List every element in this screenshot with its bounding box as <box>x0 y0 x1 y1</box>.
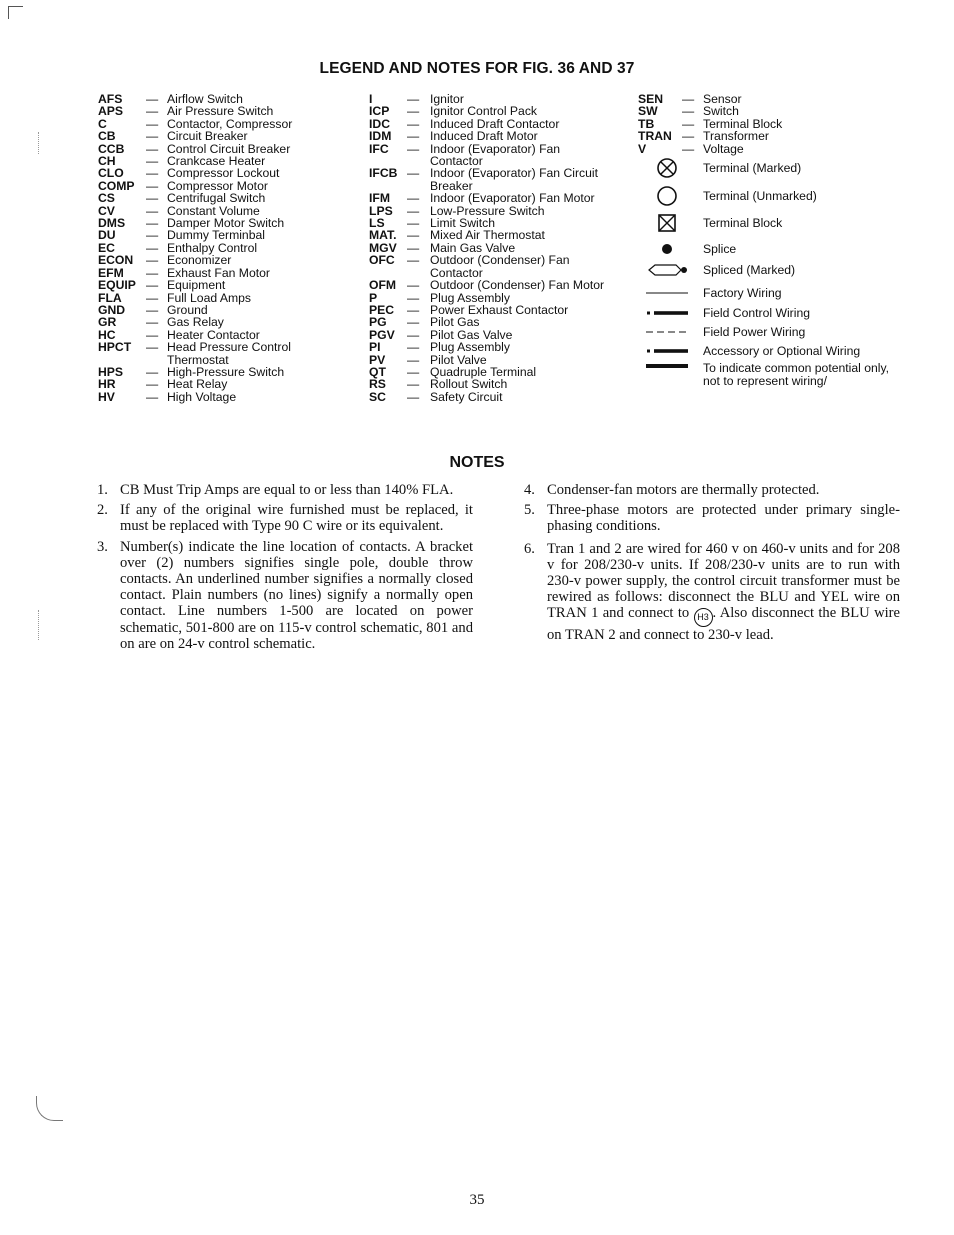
abbreviation-definition: Voltage <box>703 141 744 156</box>
abbreviation-definition: Limit Switch <box>430 216 496 231</box>
abbreviation-code: SEN <box>638 92 664 106</box>
dash-separator: — <box>407 253 420 268</box>
abbreviation-code: PV <box>369 352 386 367</box>
abbreviation-code: CH <box>98 154 116 169</box>
abbreviation-definition: Plug Assembly <box>430 340 510 355</box>
abbreviation-code: IDM <box>369 129 392 144</box>
abbreviation-column-3 <box>638 93 782 155</box>
page-number: 35 <box>469 1192 485 1208</box>
abbreviation-row <box>638 105 782 117</box>
dash-separator: — <box>146 389 159 404</box>
abbreviation-code: PI <box>369 340 381 355</box>
abbreviation-definition: Low-Pressure Switch <box>430 203 545 218</box>
abbreviation-code: LPS <box>369 203 393 218</box>
abbreviation-code: LS <box>369 216 385 231</box>
note-item <box>524 502 900 534</box>
field-control-wiring-line <box>644 303 690 323</box>
abbreviation-definition: Contactor <box>430 265 483 280</box>
abbreviation-row <box>369 279 604 291</box>
note-item <box>97 502 473 534</box>
note-text <box>547 541 900 644</box>
abbreviation-row <box>369 130 604 142</box>
abbreviation-code: GR <box>98 315 117 330</box>
abbreviation-definition: Control Circuit Breaker <box>167 141 291 156</box>
abbreviation-definition: Indoor (Evaporator) Fan Motor <box>430 191 595 206</box>
abbreviation-definition: Mixed Air Thermostat <box>430 228 545 243</box>
abbreviation-code: HPS <box>98 364 124 379</box>
common-potential-line <box>644 360 690 372</box>
note-text: Number(s) indicate the line location of contacts. A bracket over (2) numbers signifies single pole, double throw contacts. An underlined number signifies a normally closed contact. Plain numbers (no lines) signify a normally open contact. Line numbers 1-500 are located on power schematic, 501-800 are on 115-v control schematic, 801 and on are on 24-v control schematic. <box>120 538 473 652</box>
abbreviation-row <box>98 229 292 241</box>
note-text-part: Tran 1 and 2 are wired for 460 v on 460-v units and for 208 v for 208/230-v units. If 208/230-v units are to run with 230-v power supply, the control circuit transformer must be rewired as follows: disconnect the BLU and YEL wire on TRAN 1 and connect to <box>547 540 900 622</box>
dash-separator: — <box>146 141 159 156</box>
abbreviation-definition: Ignitor Control Pack <box>430 104 538 119</box>
abbreviation-code: EQUIP <box>98 278 136 293</box>
dash-separator: — <box>407 216 420 231</box>
abbreviation-definition: Constant Volume <box>167 203 260 218</box>
dash-separator: — <box>407 92 420 106</box>
abbreviation-code: EC <box>98 240 115 255</box>
abbreviation-definition: Main Gas Valve <box>430 240 516 255</box>
dash-separator: — <box>146 203 159 218</box>
abbreviation-code: OFM <box>369 278 397 293</box>
dash-separator: — <box>146 290 159 305</box>
abbreviation-row <box>98 105 292 117</box>
abbreviation-code: IFM <box>369 191 390 206</box>
dash-separator: — <box>407 104 420 119</box>
abbreviation-row <box>98 378 292 390</box>
abbreviation-definition: Dummy Terminbal <box>167 228 265 243</box>
abbreviation-row <box>98 279 292 291</box>
symbol-row <box>644 213 782 233</box>
abbreviation-row <box>369 304 604 316</box>
abbreviation-code: HPCT <box>98 340 132 355</box>
dash-separator: — <box>146 315 159 330</box>
abbreviation-definition: Ignitor <box>430 92 464 106</box>
terminal-block-icon <box>644 213 690 233</box>
note-item <box>524 541 900 644</box>
dash-separator: — <box>146 191 159 206</box>
dash-separator: — <box>407 203 420 218</box>
dash-separator: — <box>682 92 695 106</box>
symbol-label: Field Control Wiring <box>703 305 811 320</box>
abbreviation-definition: Contactor, Compressor <box>167 116 293 131</box>
abbreviation-code: I <box>369 92 373 106</box>
factory-wiring-line <box>644 283 690 303</box>
abbreviation-row <box>98 254 292 266</box>
symbol-label: Terminal (Unmarked) <box>703 188 817 203</box>
abbreviation-row <box>98 391 292 403</box>
dash-separator: — <box>146 228 159 243</box>
abbreviation-definition: Quadruple Terminal <box>430 364 537 379</box>
terminal-marked-icon <box>644 158 690 178</box>
dash-separator: — <box>146 253 159 268</box>
symbol-row <box>644 283 782 303</box>
dash-separator: — <box>407 278 420 293</box>
abbreviation-row <box>98 192 292 204</box>
abbreviation-code: PG <box>369 315 387 330</box>
abbreviation-code: CB <box>98 129 116 144</box>
dash-separator: — <box>682 141 695 156</box>
abbreviation-definition: Rollout Switch <box>430 377 508 392</box>
abbreviation-definition: Economizer <box>167 253 232 268</box>
dash-separator: — <box>407 315 420 330</box>
abbreviation-code: MGV <box>369 240 397 255</box>
abbreviation-definition: High-Pressure Switch <box>167 364 285 379</box>
abbreviation-column-2 <box>369 93 604 403</box>
abbreviation-definition: Air Pressure Switch <box>167 104 274 119</box>
note-number: 1. <box>97 482 108 498</box>
dash-separator: — <box>407 166 420 181</box>
abbreviation-row <box>369 143 604 155</box>
note-number: 2. <box>97 502 108 519</box>
dash-separator: — <box>682 129 695 144</box>
abbreviation-row <box>98 316 292 328</box>
abbreviation-definition: Equipment <box>167 278 226 293</box>
scan-artifact <box>38 610 47 640</box>
abbreviation-definition: Heater Contactor <box>167 327 260 342</box>
abbreviation-code: TB <box>638 116 655 131</box>
symbol-label: Accessory or Optional Wiring <box>703 343 861 358</box>
dash-separator: — <box>146 302 159 317</box>
dash-separator: — <box>407 228 420 243</box>
abbreviation-definition: Power Exhaust Contactor <box>430 302 569 317</box>
dash-separator: — <box>407 290 420 305</box>
abbreviation-code: OFC <box>369 253 395 268</box>
abbreviation-definition: Pilot Gas <box>430 315 480 330</box>
abbreviation-code: SC <box>369 389 386 404</box>
dash-separator: — <box>407 352 420 367</box>
dash-separator: — <box>407 191 420 206</box>
abbreviation-row <box>638 130 782 142</box>
dash-separator: — <box>407 377 420 392</box>
abbreviation-definition: Terminal Block <box>703 116 783 131</box>
abbreviation-definition: Crankcase Heater <box>167 154 266 169</box>
dash-separator: — <box>146 104 159 119</box>
abbreviation-row <box>369 167 604 179</box>
abbreviation-definition: Induced Draft Contactor <box>430 116 560 131</box>
symbol-row <box>644 322 805 342</box>
abbreviation-definition: Centrifugal Switch <box>167 191 266 206</box>
abbreviation-code: DMS <box>98 216 126 231</box>
dash-separator: — <box>407 364 420 379</box>
dash-separator: — <box>146 178 159 193</box>
abbreviation-row <box>98 167 292 179</box>
note-number: 4. <box>524 482 535 498</box>
abbreviation-definition: High Voltage <box>167 389 237 404</box>
spliced-marked-icon <box>644 260 690 280</box>
abbreviation-code: IFCB <box>369 166 398 181</box>
abbreviation-definition: Outdoor (Condenser) Fan Motor <box>430 278 605 293</box>
abbreviation-code: IDC <box>369 116 390 131</box>
abbreviation-row <box>369 254 604 266</box>
abbreviation-code: AFS <box>98 92 123 106</box>
abbreviation-definition: Thermostat <box>167 352 229 367</box>
scan-corner-mark <box>36 1096 63 1121</box>
abbreviation-code: HV <box>98 389 115 404</box>
abbreviation-definition: Indoor (Evaporator) Fan Circuit <box>430 166 598 181</box>
note-text: Condenser-fan motors are thermally protected. <box>547 482 820 498</box>
symbol-row <box>644 260 795 280</box>
dash-separator: — <box>407 129 420 144</box>
dash-separator: — <box>407 302 420 317</box>
abbreviation-definition: Sensor <box>703 92 742 106</box>
abbreviation-definition: Heat Relay <box>167 377 228 392</box>
abbreviation-code: ICP <box>369 104 390 119</box>
abbreviation-code: FLA <box>98 290 122 305</box>
abbreviation-code: IFC <box>369 141 389 156</box>
symbol-label: Spliced (Marked) <box>703 262 796 277</box>
abbreviation-code: HR <box>98 377 116 392</box>
abbreviation-definition: Compressor Motor <box>167 178 268 193</box>
abbreviation-definition: Outdoor (Condenser) Fan <box>430 253 570 268</box>
abbreviation-definition: Compressor Lockout <box>167 166 280 181</box>
symbol-label: Terminal Block <box>703 215 783 230</box>
symbol-label: Factory Wiring <box>703 285 782 300</box>
dash-separator: — <box>407 389 420 404</box>
dash-separator: — <box>146 129 159 144</box>
abbreviation-definition: Switch <box>703 104 739 119</box>
scan-artifact <box>38 132 47 154</box>
symbol-row <box>644 303 810 323</box>
symbol-label: To indicate common potential only, <box>703 361 890 375</box>
dash-separator: — <box>146 278 159 293</box>
dash-separator: — <box>407 327 420 342</box>
abbreviation-code: TRAN <box>638 129 672 144</box>
abbreviation-definition: Gas Relay <box>167 315 224 330</box>
splice-icon <box>644 239 690 259</box>
symbol-row <box>644 239 736 259</box>
dash-separator: — <box>682 116 695 131</box>
dash-separator: — <box>682 104 695 119</box>
abbreviation-definition: Enthalpy Control <box>167 240 258 255</box>
abbreviation-code: CCB <box>98 141 125 156</box>
note-number: 3. <box>97 538 108 555</box>
abbreviation-definition: Circuit Breaker <box>167 129 248 144</box>
abbreviation-code: RS <box>369 377 386 392</box>
scan-corner-mark <box>8 6 23 19</box>
abbreviation-code: ECON <box>98 253 134 268</box>
abbreviation-definition: Damper Motor Switch <box>167 216 285 231</box>
note-text: If any of the original wire furnished must be replaced, it must be replaced with Type 90 C wire or its equivalent. <box>120 502 473 535</box>
note-text: Three-phase motors are protected under primary single-phasing conditions. <box>547 502 900 535</box>
abbreviation-definition: Pilot Gas Valve <box>430 327 513 342</box>
abbreviation-row <box>369 105 604 117</box>
note-number: 5. <box>524 502 535 519</box>
abbreviation-row <box>98 130 292 142</box>
symbol-label: Field Power Wiring <box>703 324 806 339</box>
note-text-part: . Also disconnect the BLU wire on TRAN 2 and connect to 230-v lead. <box>547 605 900 644</box>
symbol-row <box>644 158 801 178</box>
abbreviation-definition: Safety Circuit <box>430 389 503 404</box>
abbreviation-row <box>369 316 604 328</box>
abbreviation-definition: Ground <box>167 302 208 317</box>
dash-separator: — <box>146 154 159 169</box>
dash-separator: — <box>146 92 159 106</box>
symbol-label: Terminal (Marked) <box>703 160 802 175</box>
note-item <box>97 482 473 498</box>
abbreviation-row <box>369 378 604 390</box>
dash-separator: — <box>407 340 420 355</box>
abbreviation-code: C <box>98 116 107 131</box>
abbreviation-row <box>369 229 604 241</box>
terminal-unmarked-icon <box>644 186 690 206</box>
abbreviation-row <box>369 192 604 204</box>
abbreviation-code: CS <box>98 191 115 206</box>
abbreviation-row <box>638 143 782 155</box>
abbreviation-code: P <box>369 290 378 305</box>
abbreviation-code: GND <box>98 302 126 317</box>
abbreviation-definition: Airflow Switch <box>167 92 243 106</box>
notes-right-column <box>524 482 900 647</box>
notes-title: NOTES <box>449 454 505 471</box>
abbreviation-code: DU <box>98 228 116 243</box>
abbreviation-definition: Induced Draft Motor <box>430 129 538 144</box>
abbreviation-code: PGV <box>369 327 395 342</box>
notes-left-column <box>97 482 473 656</box>
dash-separator: — <box>146 216 159 231</box>
dash-separator: — <box>407 240 420 255</box>
abbreviation-definition: Full Load Amps <box>167 290 252 305</box>
symbol-row <box>644 186 817 206</box>
note-number: 6. <box>524 540 535 557</box>
dash-separator: — <box>146 166 159 181</box>
note-text: CB Must Trip Amps are equal to or less than 140% FLA. <box>120 482 454 498</box>
abbreviation-code: SW <box>638 104 658 119</box>
abbreviation-code: PEC <box>369 302 395 317</box>
abbreviation-code: EFM <box>98 265 124 280</box>
note-item <box>97 539 473 652</box>
abbreviation-definition: Contactor <box>430 154 483 169</box>
abbreviation-definition: Head Pressure Control <box>167 340 291 355</box>
abbreviation-row <box>369 341 604 353</box>
abbreviation-column-1 <box>98 93 292 403</box>
symbol-label-continued: not to represent wiring/ <box>703 373 827 388</box>
dash-separator: — <box>146 240 159 255</box>
abbreviation-code: HC <box>98 327 116 342</box>
abbreviation-code: COMP <box>98 178 135 193</box>
abbreviation-row <box>369 391 604 403</box>
abbreviation-code: CV <box>98 203 115 218</box>
field-power-wiring-line <box>644 322 690 342</box>
dash-separator: — <box>146 364 159 379</box>
dash-separator: — <box>146 377 159 392</box>
abbreviation-row <box>98 341 292 353</box>
terminal-h3-icon: H3 <box>694 608 713 627</box>
note-item <box>524 482 900 498</box>
abbreviation-code: V <box>638 141 647 156</box>
dash-separator: — <box>407 116 420 131</box>
abbreviation-code: APS <box>98 104 124 119</box>
symbol-row <box>644 360 890 388</box>
abbreviation-definition: Exhaust Fan Motor <box>167 265 270 280</box>
symbol-label-block <box>703 362 889 387</box>
abbreviation-definition: Breaker <box>430 178 473 193</box>
abbreviation-definition: Pilot Valve <box>430 352 487 367</box>
abbreviation-code: QT <box>369 364 386 379</box>
symbol-label: Splice <box>703 241 737 256</box>
dash-separator: — <box>407 141 420 156</box>
abbreviation-code: MAT. <box>369 228 397 243</box>
dash-separator: — <box>146 327 159 342</box>
abbreviation-definition: Indoor (Evaporator) Fan <box>430 141 561 156</box>
dash-separator: — <box>146 340 159 355</box>
abbreviation-definition: Plug Assembly <box>430 290 510 305</box>
abbreviation-definition: Transformer <box>703 129 769 144</box>
accessory-wiring-line <box>644 341 690 361</box>
dash-separator: — <box>146 265 159 280</box>
dash-separator: — <box>146 116 159 131</box>
symbol-row <box>644 341 860 361</box>
legend-title: LEGEND AND NOTES FOR FIG. 36 AND 37 <box>319 60 635 77</box>
abbreviation-code: CLO <box>98 166 124 181</box>
